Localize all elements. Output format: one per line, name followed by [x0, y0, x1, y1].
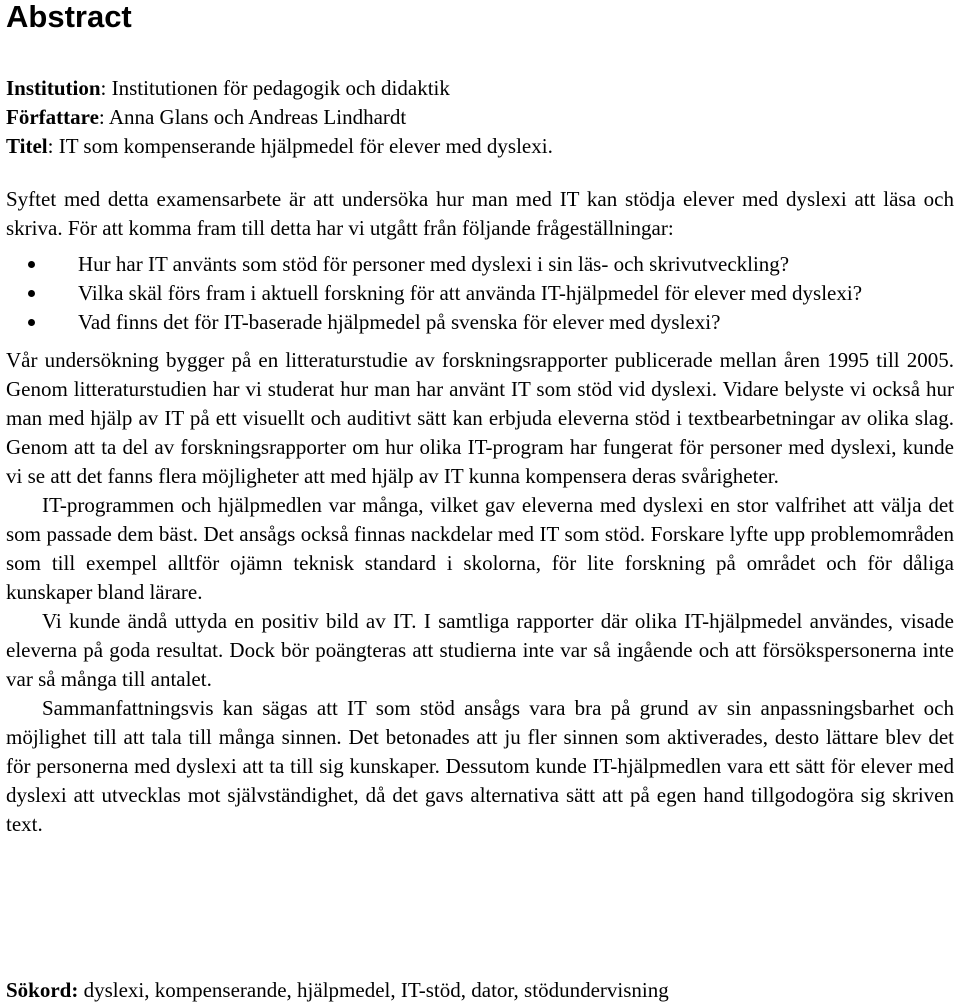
body-paragraph-3: Vi kunde ändå uttyda en positiv bild av IT. I samtliga rapporter där olika IT-hjälpmedel användes, visade eleverna på goda resultat. Dock bör poängteras att studierna inte var så ingående och att försökspersonerna inte var så många till antalet.: [6, 609, 954, 691]
body-paragraph-2: IT-programmen och hjälpmedlen var många, vilket gav eleverna med dyslexi en stor valfrihet att välja det som passade dem bäst. Det ansågs också finnas nackdelar med IT som stöd. Forskare lyfte upp problemområden som till exempel alltför ojämn teknisk standard i skolorna, för lite forskning på området och för dåliga kunskaper bland lärare.: [6, 493, 954, 604]
metadata-block: [6, 74, 954, 161]
question-text: Vilka skäl förs fram i aktuell forskning för att använda IT-hjälpmedel för elever med dyslexi?: [78, 281, 863, 305]
page-title: Abstract: [6, 0, 132, 34]
institution-value: : Institutionen för pedagogik och didaktik: [100, 76, 450, 100]
authors-line: [6, 103, 954, 132]
title-line: [6, 132, 954, 161]
authors-label: Författare: [6, 105, 99, 129]
institution-label: Institution: [6, 76, 101, 100]
question-list: [6, 250, 954, 337]
abstract-body: [6, 185, 954, 839]
question-text: Hur har IT använts som stöd för personer med dyslexi i sin läs- och skrivutveckling?: [78, 252, 790, 276]
body-paragraph-4: Sammanfattningsvis kan sägas att IT som stöd ansågs vara bra på grund av sin anpassningsbarhet och möjlighet till att tala till många sinnen. Det betonades att ju fler sinnen som aktiverades, desto lättare blev det för personerna med dyslexi att ta till sig kunskaper. Dessutom kunde IT-hjälpmedlen vara ett sätt för elever med dyslexi att utvecklas mot självständighet, då det gavs alternativa sätt att på egen hand tillgodogöra sig skriven text.: [6, 696, 954, 836]
keywords-line: [6, 976, 669, 1005]
title-value: : IT som kompenserande hjälpmedel för elever med dyslexi.: [47, 134, 553, 158]
body-paragraph-1: Vår undersökning bygger på en litteraturstudie av forskningsrapporter publicerade mellan åren 1995 till 2005. Genom litteraturstudien har vi studerat hur man har använt IT som stöd vid dyslexi. Vidare belyste vi också hur man med hjälp av IT på ett visuellt och auditivt sätt kan erbjuda eleverna stöd i textbearbetningar av olika slag. Genom att ta del av forskningsrapporter om hur olika IT-program har fungerat för personer med dyslexi, kunde vi se att det fanns flera möjligheter att med hjälp av IT kunna kompensera deras svårigheter.: [6, 348, 954, 488]
intro-paragraph: Syftet med detta examensarbete är att undersöka hur man med IT kan stödja elever med dyslexi att läsa och skriva. För att komma fram till detta har vi utgått från följande frågeställningar:: [6, 187, 954, 240]
institution-line: [6, 74, 954, 103]
list-item: [6, 279, 954, 308]
title-label: Titel: [6, 134, 48, 158]
list-item: [6, 308, 954, 337]
keywords-value: dyslexi, kompenserande, hjälpmedel, IT-stöd, dator, stödundervisning: [78, 978, 669, 1002]
keywords-label: Sökord:: [6, 978, 79, 1002]
bullet-icon: [28, 261, 35, 268]
authors-value: : Anna Glans och Andreas Lindhardt: [98, 105, 407, 129]
bullet-icon: [28, 290, 35, 297]
bullet-icon: [28, 319, 35, 326]
list-item: [6, 250, 954, 279]
question-text: Vad finns det för IT-baserade hjälpmedel på svenska för elever med dyslexi?: [78, 310, 721, 334]
